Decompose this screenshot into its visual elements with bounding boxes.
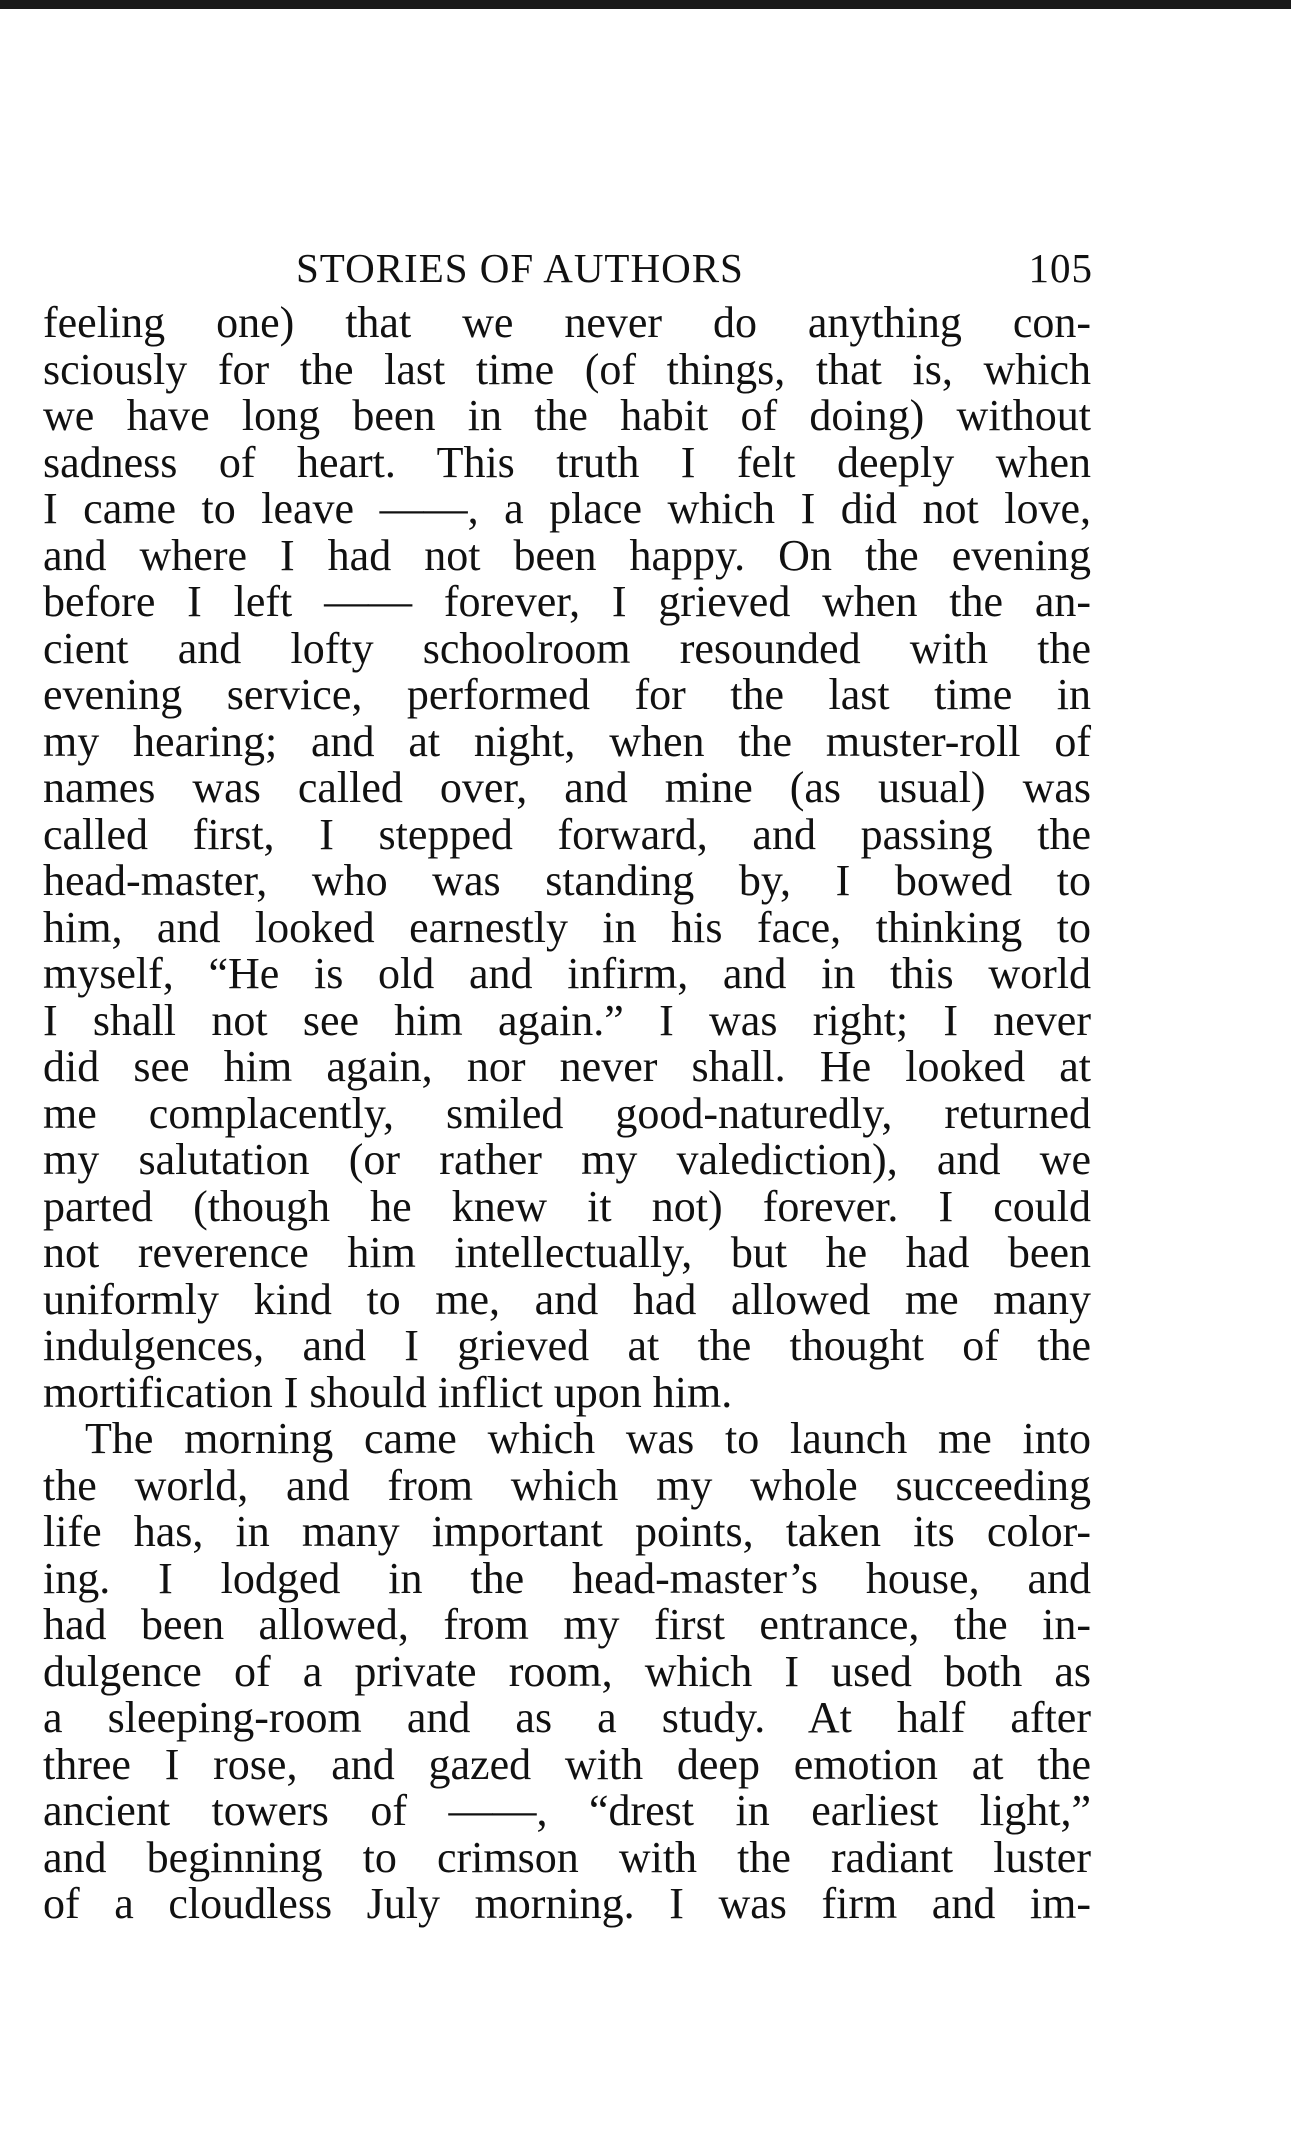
text-line: not reverence him intellectually, but he had been <box>43 1228 1091 1277</box>
text-line: the world, and from which my whole succeeding <box>43 1460 1091 1510</box>
text-line: and where I had not been happy. On the evening <box>43 530 1091 580</box>
running-head <box>43 240 1091 300</box>
text-line: dulgence of a private room, which I used both as <box>43 1646 1091 1696</box>
text-line: before I left —— forever, I grieved when the an- <box>43 577 1091 626</box>
text-line: him, and looked earnestly in his face, thinking to <box>43 902 1091 952</box>
text-line: mortification I should inflict upon him. <box>43 1367 733 1417</box>
text-line: of a cloudless July morning. I was firm and im- <box>43 1879 1091 1928</box>
text-line: I came to leave ——, a place which I did not love, <box>43 484 1091 533</box>
text-line: indulgences, and I grieved at the thought of the <box>43 1321 1091 1370</box>
text-line: myself, “He is old and infirm, and in this world <box>43 949 1091 998</box>
text-line: names was called over, and mine (as usual) was <box>43 763 1091 812</box>
paragraph-2 <box>43 1416 1091 1928</box>
text-line: ing. I lodged in the head-master’s house, and <box>43 1553 1091 1603</box>
text-line: The morning came which was to launch me into <box>85 1414 1091 1463</box>
page-number: 105 <box>1028 245 1093 291</box>
text-line: had been allowed, from my first entrance, the in- <box>43 1600 1091 1649</box>
running-head-title: STORIES OF AUTHORS <box>296 245 744 291</box>
text-line: uniformly kind to me, and had allowed me many <box>43 1274 1091 1324</box>
text-line: sciously for the last time (of things, that is, which <box>43 344 1091 394</box>
text-line: my hearing; and at night, when the muster-roll of <box>43 716 1091 766</box>
text-line: a sleeping-room and as a study. At half after <box>43 1693 1091 1742</box>
text-line: cient and lofty schoolroom resounded with the <box>43 623 1091 673</box>
text-line: feeling one) that we never do anything con- <box>43 298 1091 347</box>
text-line: and beginning to crimson with the radiant luster <box>43 1832 1091 1882</box>
text-line: three I rose, and gazed with deep emotion at the <box>43 1739 1091 1789</box>
text-line: evening service, performed for the last time in <box>43 670 1091 719</box>
text-line: we have long been in the habit of doing) without <box>43 391 1091 440</box>
text-line: I shall not see him again.” I was right; I never <box>43 995 1091 1045</box>
text-line: my salutation (or rather my valediction), and we <box>43 1135 1091 1184</box>
text-line: did see him again, nor never shall. He looked at <box>43 1042 1091 1091</box>
text-line: head-master, who was standing by, I bowed to <box>43 856 1091 905</box>
book-page <box>43 240 1091 1928</box>
text-line: life has, in many important points, taken its color- <box>43 1507 1091 1556</box>
text-line: ancient towers of ——, “drest in earliest light,” <box>43 1786 1091 1835</box>
text-line: parted (though he knew it not) forever. I could <box>43 1181 1091 1231</box>
paragraph-1 <box>43 300 1091 1416</box>
text-line: sadness of heart. This truth I felt deeply when <box>43 437 1091 487</box>
top-border-rule <box>0 0 1291 9</box>
text-line: called first, I stepped forward, and passing the <box>43 809 1091 859</box>
text-line: me complacently, smiled good-naturedly, returned <box>43 1088 1091 1138</box>
